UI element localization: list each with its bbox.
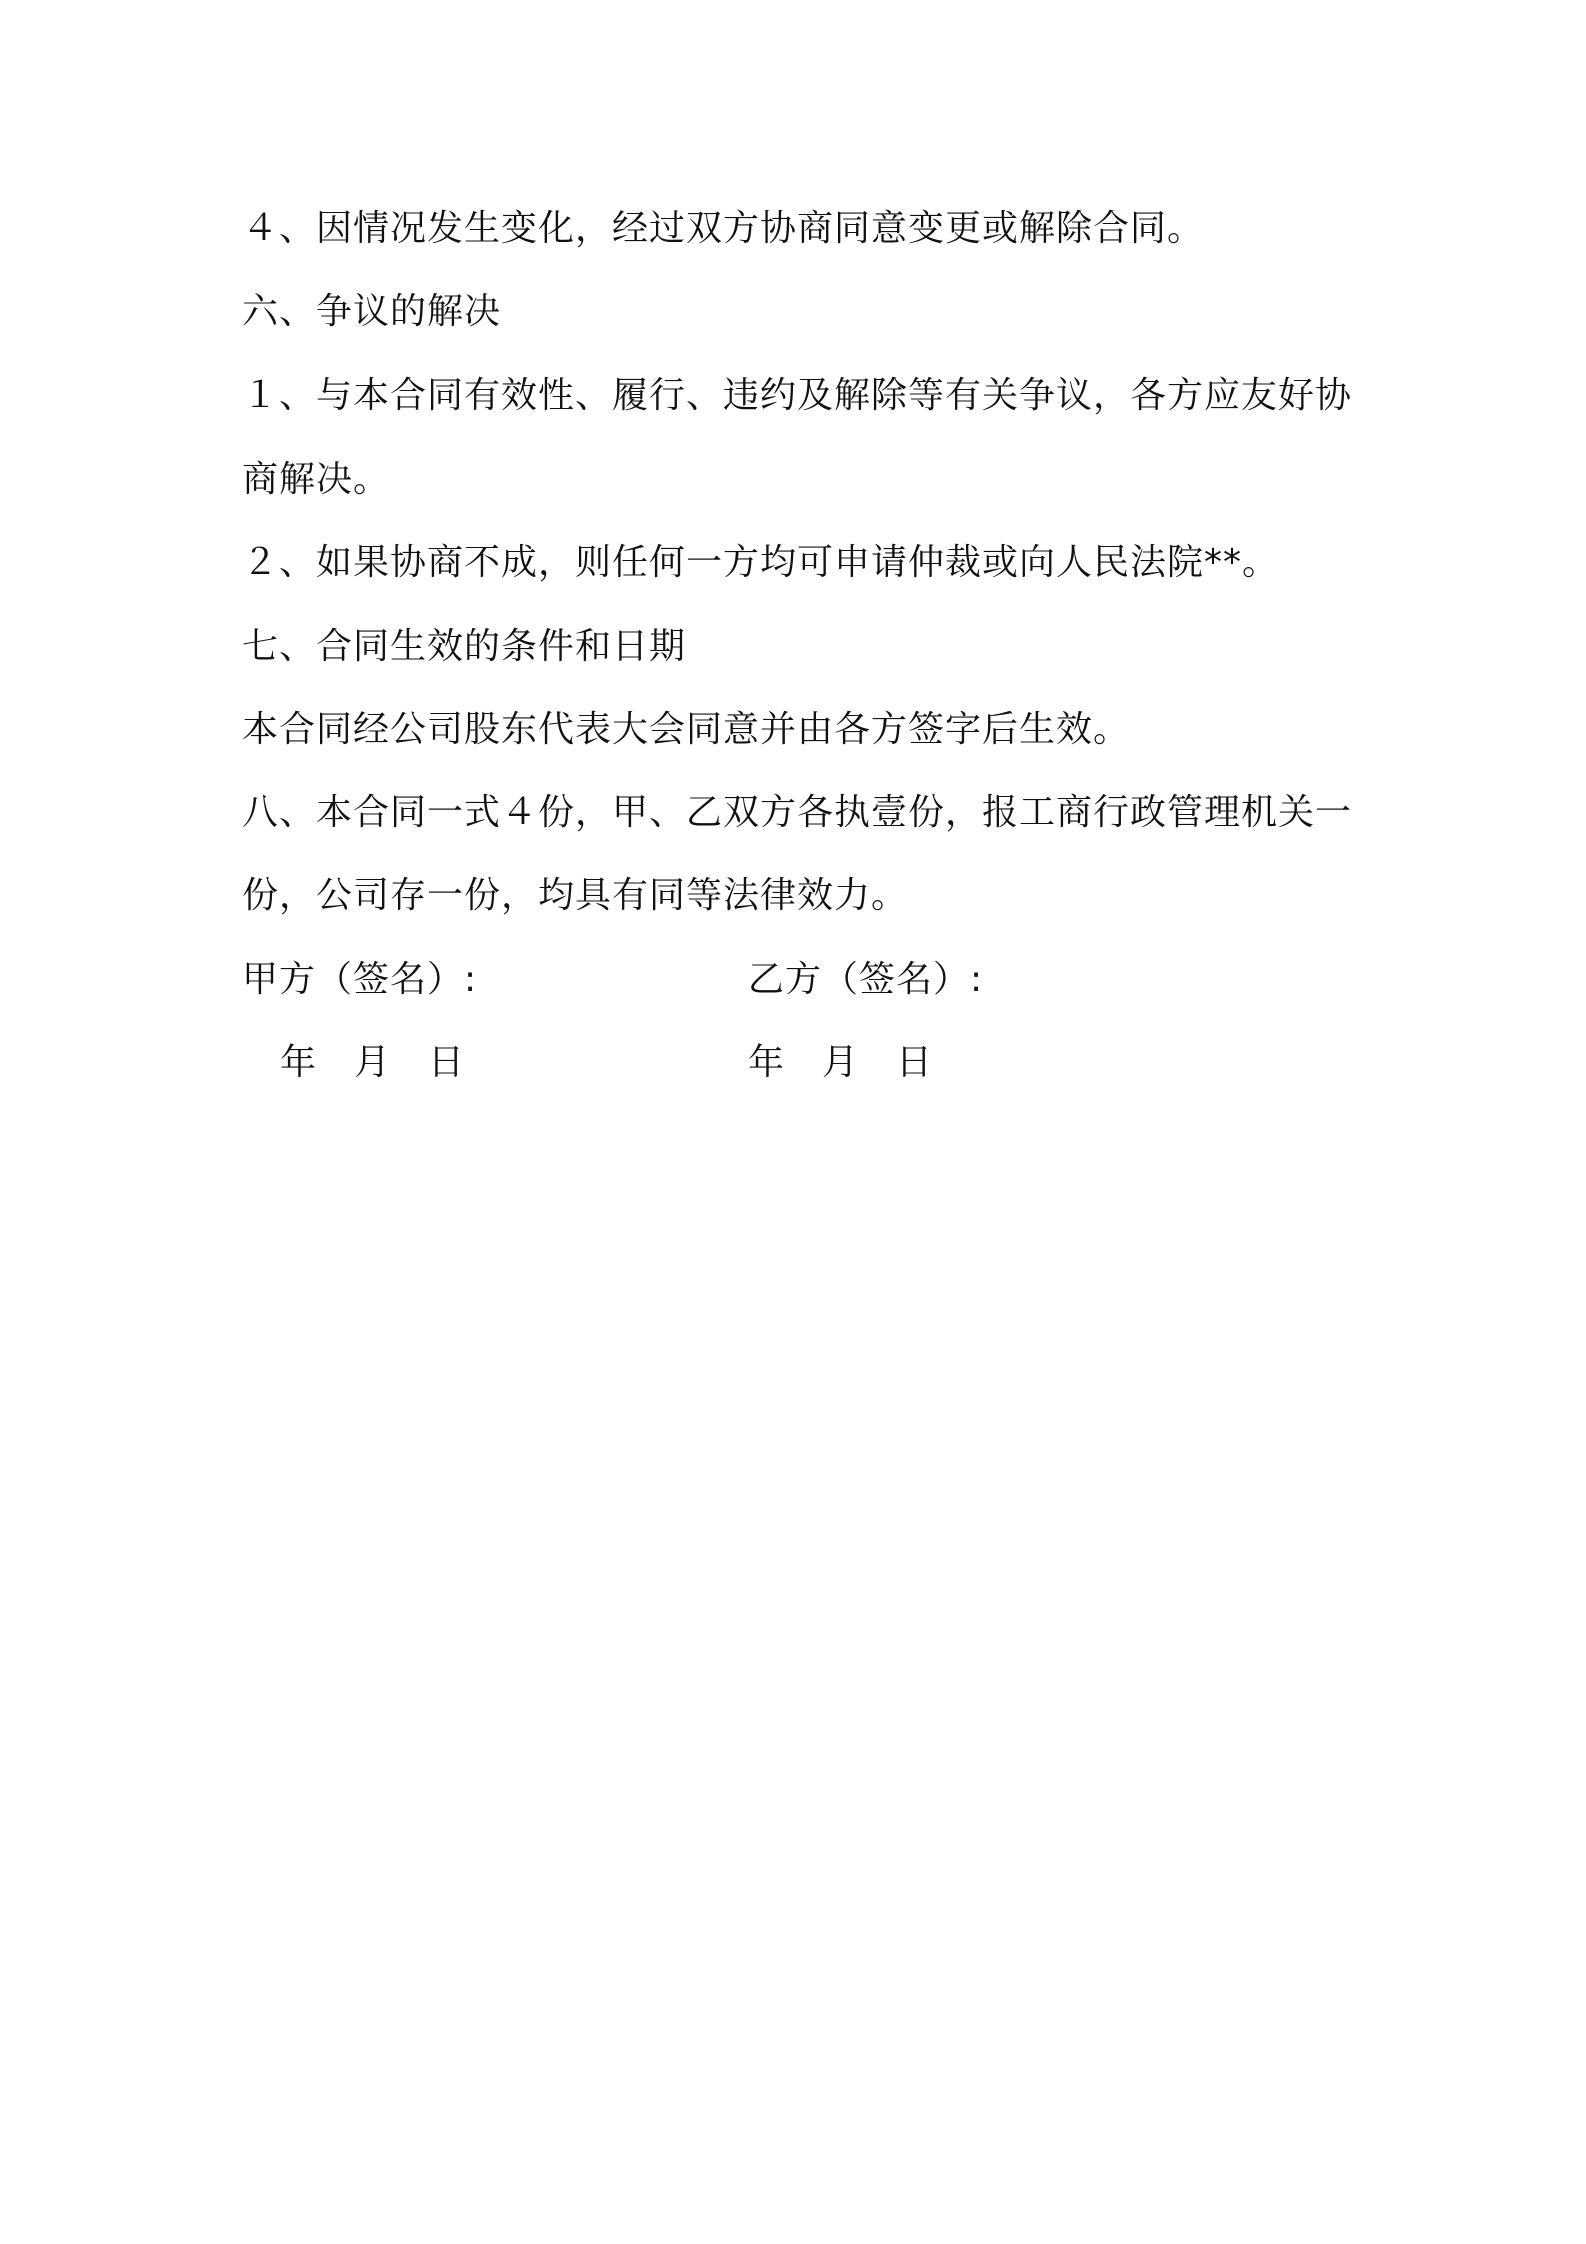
section-7-heading: 七、合同生效的条件和日期 bbox=[242, 626, 687, 667]
clause-1-dispute-line-2: 商解决。 bbox=[242, 459, 391, 500]
section-6-heading: 六、争议的解决 bbox=[242, 291, 502, 332]
clause-4-change-or-termination: ４、因情况发生变化，经过双方协商同意变更或解除合同。 bbox=[242, 208, 1205, 249]
clause-2-arbitration: ２、如果协商不成，则任何一方均可申请仲裁或向人民法院**。 bbox=[242, 542, 1280, 583]
party-b-date: 年 月 日 bbox=[748, 1042, 934, 1083]
party-a-signature-label: 甲方（签名）: bbox=[242, 959, 478, 1000]
clause-1-dispute-line-1: １、与本合同有效性、履行、违约及解除等有关争议，各方应友好协 bbox=[242, 375, 1353, 416]
effectiveness-text: 本合同经公司股东代表大会同意并由各方签字后生效。 bbox=[242, 709, 1131, 750]
section-8-line-2: 份，公司存一份，均具有同等法律效力。 bbox=[242, 875, 909, 916]
party-b-signature-label: 乙方（签名）: bbox=[748, 959, 984, 1000]
section-8-line-1: 八、本合同一式４份，甲、乙双方各执壹份，报工商行政管理机关一 bbox=[242, 792, 1353, 833]
party-a-date: 年 月 日 bbox=[280, 1042, 466, 1083]
